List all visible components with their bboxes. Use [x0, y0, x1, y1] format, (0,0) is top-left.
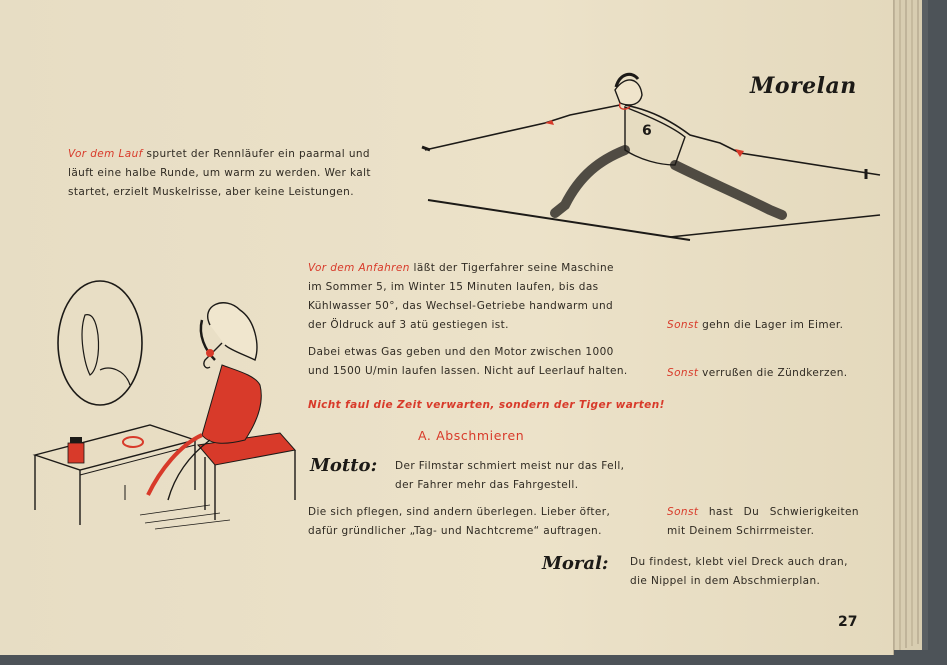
page-heading: Morelan — [750, 73, 857, 99]
sonst-text-3a: hast Du Schwierigkeiten — [708, 506, 859, 518]
motto-line2: der Fahrer mehr das Fahrgestell. — [395, 479, 579, 491]
vanity-illustration — [30, 275, 300, 535]
skier-illustration — [420, 65, 890, 250]
moral-line1: Du findest, klebt viel Dreck auch dran, — [630, 556, 848, 568]
moral-line2: die Nippel in dem Abschmierplan. — [630, 575, 821, 587]
svg-text:6: 6 — [642, 123, 652, 139]
paragraph-vor-dem-lauf — [68, 145, 404, 202]
sonst-lead-3: Sonst — [667, 506, 699, 518]
vor-dem-anfahren-line5: Dabei etwas Gas geben und den Motor zwischen 1000 — [308, 346, 614, 358]
motto-line1: Der Filmstar schmiert meist nur das Fell, — [395, 460, 625, 472]
lead-vor-dem-lauf: Vor dem Lauf — [68, 148, 143, 160]
vor-dem-anfahren-line4: der Öldruck auf 3 atü gestiegen ist. — [308, 319, 509, 331]
paragraph-vor-dem-anfahren — [308, 259, 644, 381]
sonst-text-2: verrußen die Zündkerzen. — [702, 367, 848, 379]
book-page-edges — [888, 0, 928, 650]
sonst-lead-1: Sonst — [667, 319, 699, 331]
pflegen-line1: Die sich pflegen, sind andern überlegen. Lieber öfter, — [308, 506, 611, 518]
pflegen-line2: dafür gründlicher „Tag- und Nachtcreme“ auftragen. — [308, 525, 602, 537]
vor-dem-lauf-line2: läuft eine halbe Runde, um warm zu werden. Wer kalt — [68, 167, 371, 179]
vor-dem-anfahren-line3: Kühlwasser 50°, das Wechsel-Getriebe handwarm und — [308, 300, 614, 312]
paragraph-pflegen — [308, 503, 644, 541]
moral-text — [630, 553, 870, 591]
vor-dem-lauf-line3: startet, erzielt Muskelrisse, aber keine Leistungen. — [68, 186, 354, 198]
sonst-lead-2: Sonst — [667, 367, 699, 379]
sonst-remark-2 — [667, 364, 848, 383]
sonst-remark-3 — [667, 503, 859, 541]
sonst-text-3b: mit Deinem Schirrmeister. — [667, 525, 815, 537]
motto-label: Motto: — [310, 455, 378, 476]
moral-label: Moral: — [542, 553, 609, 574]
sonst-remark-1 — [667, 316, 843, 335]
vor-dem-lauf-line1: spurtet der Rennläufer ein paarmal und — [146, 148, 370, 160]
sonst-text-1: gehn die Lager im Eimer. — [702, 319, 844, 331]
motto-text — [395, 457, 655, 495]
slogan: Nicht faul die Zeit verwarten, sondern der Tiger warten! — [308, 399, 665, 411]
section-title: A. Abschmieren — [418, 428, 525, 443]
page-number: 27 — [838, 614, 858, 630]
lead-vor-dem-anfahren: Vor dem Anfahren — [308, 262, 410, 274]
vor-dem-anfahren-line1: läßt der Tigerfahrer seine Maschine — [413, 262, 614, 274]
vor-dem-anfahren-line6: und 1500 U/min laufen lassen. Nicht auf Leerlauf halten. — [308, 365, 628, 377]
vor-dem-anfahren-line2: im Sommer 5, im Winter 15 Minuten laufen, bis das — [308, 281, 599, 293]
